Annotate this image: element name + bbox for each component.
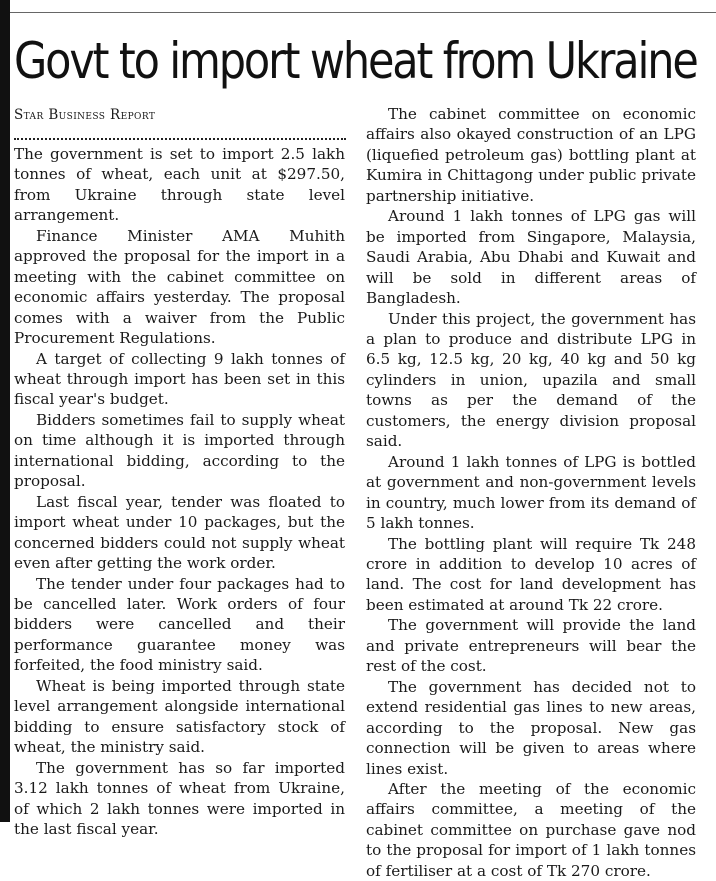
paragraph: The government will provide the land and private entrepreneurs will bear the rest of the cost. <box>366 616 696 676</box>
byline-divider <box>14 124 346 140</box>
paragraph: The bottling plant will require Tk 248 crore in addition to develop 10 acres of land. The cost for land development has been estimated at around Tk 22 crore. <box>366 534 696 614</box>
paragraph: After the meeting of the economic affairs committee, a meeting of the cabinet committee on purchase gave nod to the proposal for import of 1 lakh tonnes of fertiliser at a cost of Tk 270 crore. <box>366 779 696 880</box>
byline: Star Business Report <box>14 107 156 123</box>
paragraph: The government is set to import 2.5 lakh tonnes of wheat, each unit at $297.50, from Ukraine through state level arrangement. <box>14 145 345 225</box>
headline: Govt to import wheat from Ukraine <box>14 32 697 90</box>
paragraph: Bidders sometimes fail to supply wheat on time although it is imported through international bidding, according to the proposal. <box>14 410 345 491</box>
page-edge-shadow <box>0 0 10 822</box>
paragraph: A target of collecting 9 lakh tonnes of wheat through import has been set in this fiscal year's budget. <box>14 349 345 409</box>
paragraph: Around 1 lakh tonnes of LPG is bottled at government and non-government levels in country, much lower from its demand of 5 lakh tonnes. <box>366 452 696 533</box>
paragraph: Last fiscal year, tender was floated to import wheat under 10 packages, but the concerned bidders could not supply wheat even after getting the work order. <box>14 492 345 573</box>
paragraph: The tender under four packages had to be cancelled later. Work orders of four bidders were cancelled and their performance guarantee money was forfeited, the food ministry said. <box>14 574 345 675</box>
paragraph: Wheat is being imported through state level arrangement alongside international bidding to ensure satisfactory stock of wheat, the ministry said. <box>14 676 345 757</box>
top-rule <box>10 0 716 13</box>
paragraph: Around 1 lakh tonnes of LPG gas will be imported from Singapore, Malaysia, Saudi Arabia, Abu Dhabi and Kuwait and will be sold in different areas of Bangladesh. <box>366 207 696 308</box>
paragraph: The cabinet committee on economic affairs also okayed construction of an LPG (liquefied petroleum gas) bottling plant at Kumira in Chittagong under public private partnership initiative. <box>366 105 696 205</box>
paragraph: The government has decided not to extend residential gas lines to new areas, according to the proposal. New gas connection will be given to areas where lines exist. <box>366 677 696 778</box>
paragraph: The government has so far imported 3.12 lakh tonnes of wheat from Ukraine, of which 2 lakh tonnes were imported in the last fiscal year. <box>14 758 345 838</box>
paragraph: Finance Minister AMA Muhith approved the proposal for the import in a meeting with the cabinet committee on economic affairs yesterday. The proposal comes with a waiver from the Public Procurement Regulations. <box>14 226 345 348</box>
article-column-2 <box>366 104 696 881</box>
article-column-1 <box>14 104 345 839</box>
paragraph: Under this project, the government has a plan to produce and distribute LPG in 6.5 kg, 12.5 kg, 20 kg, 40 kg and 50 kg cylinders in union, upazila and small towns as per the demand of the customers, the energy division proposal said. <box>366 309 696 451</box>
